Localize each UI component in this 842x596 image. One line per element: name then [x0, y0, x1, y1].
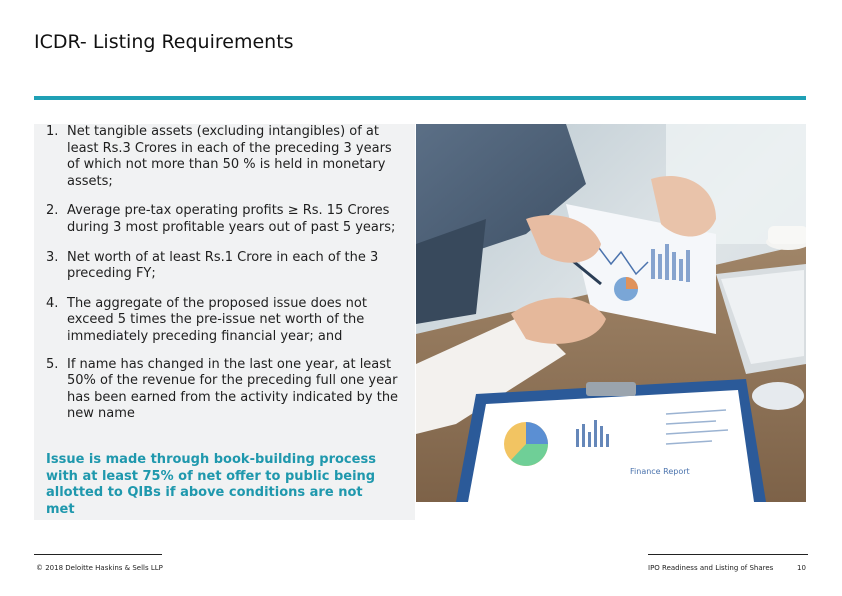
list-item — [46, 357, 408, 423]
photo-caption-text: Finance Report — [630, 467, 690, 476]
list-item — [46, 250, 408, 283]
finance-report-photo — [416, 124, 806, 502]
book-building-note: Issue is made through book-building process with at least 75% of net offer to public being allotted to QIBs if above conditions are not met — [46, 452, 376, 517]
list-item-number: 1. — [46, 124, 59, 139]
list-item-number: 4. — [46, 295, 59, 311]
footer-divider-right — [648, 554, 808, 555]
page-title: ICDR- Listing Requirements — [34, 31, 294, 53]
footer-divider-left — [34, 554, 162, 555]
list-item-number: 3. — [46, 249, 59, 265]
requirements-list — [46, 124, 408, 423]
list-item-text: Net tangible assets (excluding intangibles) of at least Rs.3 Crores in each of the preceding 3 years of which not more than 50 % is held in monetary assets; — [67, 124, 392, 189]
list-item-text: Average pre-tax operating profits ≥ Rs. 15 Crores during 3 most profitable years out of past 5 years; — [67, 203, 396, 235]
list-item-text: Net worth of at least Rs.1 Crore in each of the 3 preceding FY; — [67, 249, 379, 282]
list-item — [46, 203, 408, 236]
list-item — [46, 296, 408, 346]
list-item-text: If name has changed in the last one year, at least 50% of the revenue for the preceding full one year has been earned from the activity indicated by the new name — [67, 356, 399, 422]
page-number: 10 — [797, 564, 806, 572]
list-item-number: 2. — [46, 203, 59, 219]
list-item-text: The aggregate of the proposed issue does not exceed 5 times the pre-issue net worth of the immediately preceding financial year; and — [67, 295, 367, 344]
list-item-number: 5. — [46, 356, 59, 372]
footer-copyright: © 2018 Deloitte Haskins & Sells LLP — [36, 564, 163, 572]
title-divider — [34, 96, 806, 100]
footer-deck-title: IPO Readiness and Listing of Shares — [648, 564, 774, 572]
list-item — [46, 124, 408, 190]
